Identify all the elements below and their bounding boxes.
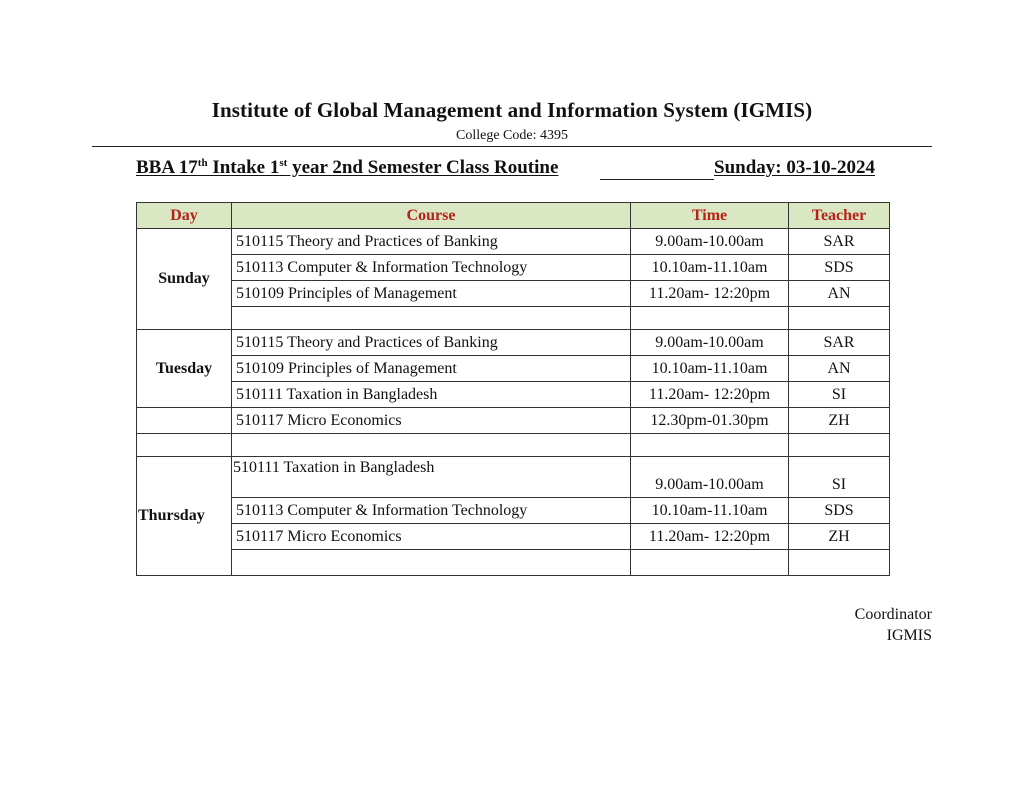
- time-cell: 9.00am-10.00am: [631, 229, 789, 255]
- time-cell: 10.10am-11.10am: [631, 255, 789, 281]
- table-row-empty: [137, 434, 890, 457]
- course-cell: 510111 Taxation in Bangladesh: [232, 382, 631, 408]
- teacher-cell: SI: [789, 457, 890, 498]
- empty-cell: [789, 550, 890, 576]
- teacher-cell: AN: [789, 281, 890, 307]
- table-row-empty: [137, 307, 890, 330]
- routine-title-prefix: BBA 17: [136, 157, 198, 178]
- table-header-row: [137, 203, 890, 229]
- routine-title: [136, 157, 558, 179]
- teacher-cell: AN: [789, 356, 890, 382]
- course-cell: 510109 Principles of Management: [232, 356, 631, 382]
- coordinator-role: Coordinator: [854, 606, 932, 623]
- empty-cell: [631, 434, 789, 457]
- time-cell: 9.00am-10.00am: [631, 457, 789, 498]
- time-cell: 11.20am- 12:20pm: [631, 524, 789, 550]
- college-code: College Code: 4395: [456, 128, 568, 143]
- empty-cell: [232, 307, 631, 330]
- table-row: [137, 457, 890, 498]
- table-row: [137, 408, 890, 434]
- col-header-time: Time: [631, 203, 789, 229]
- day-cell-tuesday: Tuesday: [137, 330, 232, 408]
- course-cell: 510109 Principles of Management: [232, 281, 631, 307]
- teacher-cell: ZH: [789, 524, 890, 550]
- course-cell: 510117 Micro Economics: [232, 524, 631, 550]
- institute-title: Institute of Global Management and Information System (IGMIS): [211, 98, 813, 122]
- course-cell: 510117 Micro Economics: [232, 408, 631, 434]
- routine-date: Sunday: 03-10-2024: [714, 157, 875, 178]
- empty-cell: [789, 434, 890, 457]
- empty-cell: [232, 434, 631, 457]
- empty-cell: [232, 550, 631, 576]
- teacher-cell: SDS: [789, 255, 890, 281]
- col-header-day: Day: [137, 203, 232, 229]
- empty-cell: [789, 307, 890, 330]
- time-cell: 10.10am-11.10am: [631, 356, 789, 382]
- day-cell-sunday: Sunday: [137, 229, 232, 330]
- time-cell: 12.30pm-01.30pm: [631, 408, 789, 434]
- col-header-course: Course: [232, 203, 631, 229]
- table-row-empty: [137, 550, 890, 576]
- empty-cell: [137, 408, 232, 434]
- course-cell: 510115 Theory and Practices of Banking: [232, 229, 631, 255]
- table-row: [137, 281, 890, 307]
- routine-title-middle: Intake 1: [207, 157, 280, 178]
- course-cell: 510111 Taxation in Bangladesh: [232, 457, 631, 498]
- day-cell-thursday: Thursday: [137, 457, 232, 576]
- table-row: [137, 498, 890, 524]
- table-row: [137, 524, 890, 550]
- empty-cell: [631, 307, 789, 330]
- teacher-cell: SDS: [789, 498, 890, 524]
- routine-title-sup-th: th: [197, 157, 208, 169]
- routine-title-suffix: year 2nd Semester Class Routine: [287, 157, 559, 178]
- col-header-teacher: Teacher: [789, 203, 890, 229]
- table-row: [137, 356, 890, 382]
- teacher-cell: ZH: [789, 408, 890, 434]
- teacher-cell: SAR: [789, 330, 890, 356]
- time-cell: 10.10am-11.10am: [631, 498, 789, 524]
- time-cell: 9.00am-10.00am: [631, 330, 789, 356]
- coordinator-org: IGMIS: [886, 627, 932, 644]
- teacher-cell: SAR: [789, 229, 890, 255]
- course-cell: 510113 Computer & Information Technology: [232, 498, 631, 524]
- routine-title-sup-st: st: [279, 157, 288, 169]
- teacher-cell: SI: [789, 382, 890, 408]
- header-divider: [92, 146, 932, 147]
- coordinator-signature: [855, 604, 932, 646]
- time-cell: 11.20am- 12:20pm: [631, 382, 789, 408]
- class-routine-table: [136, 202, 890, 576]
- table-row: [137, 229, 890, 255]
- course-cell: 510113 Computer & Information Technology: [232, 255, 631, 281]
- table-row: [137, 382, 890, 408]
- time-cell: 11.20am- 12:20pm: [631, 281, 789, 307]
- routine-title-rule: [600, 179, 714, 180]
- table-row: [137, 330, 890, 356]
- course-cell: 510115 Theory and Practices of Banking: [232, 330, 631, 356]
- empty-cell: [137, 434, 232, 457]
- empty-cell: [631, 550, 789, 576]
- table-row: [137, 255, 890, 281]
